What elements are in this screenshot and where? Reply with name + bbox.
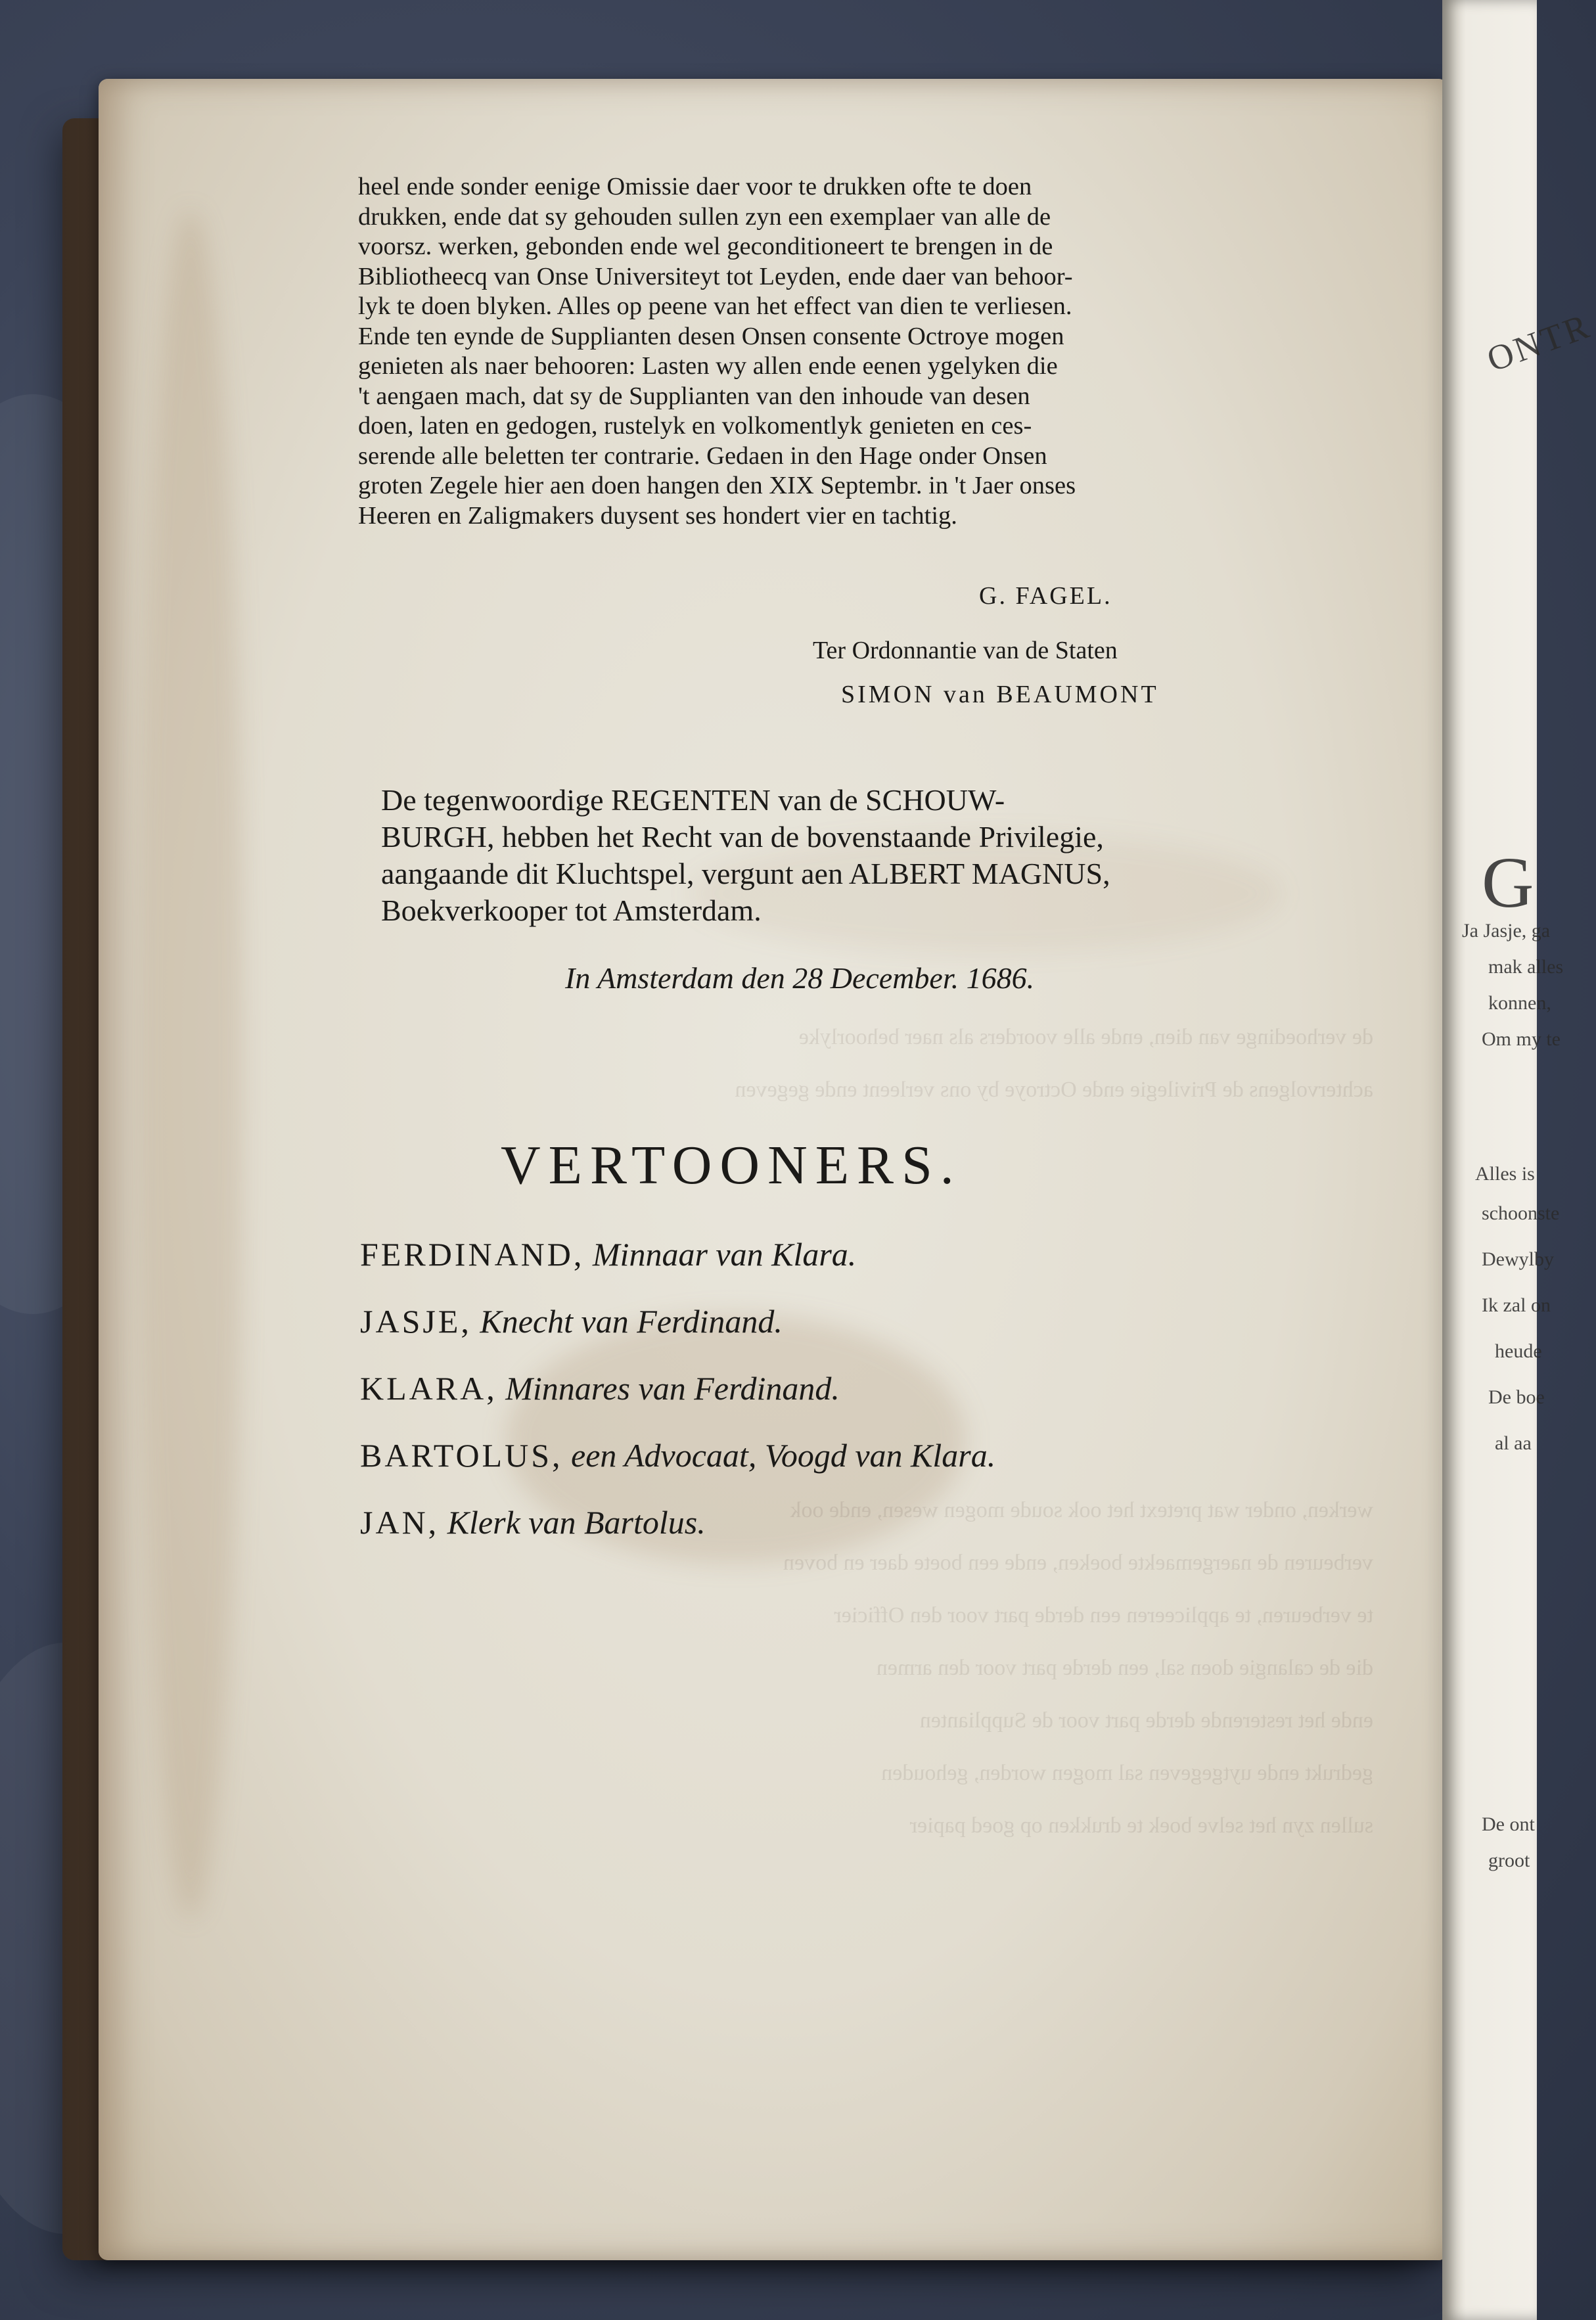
show-through-text: sullen zyn het selve boek te drukken op goed papier [909, 1813, 1373, 1838]
facing-text: konnen, [1488, 992, 1551, 1014]
facing-text: Om my te [1482, 1028, 1561, 1050]
text-line: 't aengaen mach, dat sy de Supplianten van den inhoude van desen [358, 382, 1030, 410]
cast-title: VERTOONERS. [501, 1135, 962, 1196]
show-through-text: verbeuren de naergemaekte boeken, ende een boete daer en boven [783, 1551, 1373, 1575]
signature-beaumont: SIMON van BEAUMONT [841, 681, 1159, 708]
privilege-text [358, 172, 1344, 531]
text-line: drukken, ende dat sy gehouden sullen zyn een exemplaer van alle de [358, 202, 1051, 231]
facing-text: Dewylby [1482, 1248, 1554, 1270]
text-line: lyk te doen blyken. Alles op peene van het effect van dien te verliesen. [358, 292, 1072, 320]
cast-role: Minnares van Ferdinand. [505, 1370, 840, 1407]
show-through-text: de verhoedinge van dien, ende alle voorders als naer behoorlyke [798, 1025, 1373, 1049]
cast-role: Klerk van Bartolus. [447, 1504, 706, 1541]
show-through-text: achtervolgens de Privilegie ende Octroye by ons verleent ende gegeven [735, 1078, 1373, 1102]
cast-name: JAN, [360, 1504, 440, 1541]
facing-text: Ik zal on [1482, 1294, 1551, 1316]
cast-role: Minnaar van Klara. [592, 1236, 857, 1273]
cast-role: een Advocaat, Voogd van Klara. [571, 1437, 996, 1474]
show-through-text: die de calangie doen sal, een derde part voor den armen [876, 1656, 1373, 1680]
facing-text: Alles is [1475, 1163, 1535, 1185]
facing-text: De boe [1488, 1386, 1545, 1408]
text-line: aangaande dit Kluchtspel, vergunt aen ALBERT MAGNUS, [381, 857, 1110, 890]
text-line: groten Zegele hier aen doen hangen den XIX Septembr. in 't Jaer onses [358, 472, 1076, 499]
text-line: voorsz. werken, gebonden ende wel geconditioneert te brengen in de [358, 233, 1053, 260]
text-line: Boekverkooper tot Amsterdam. [381, 894, 762, 927]
cast-entry [360, 1235, 856, 1273]
ordonnantie-line: Ter Ordonnantie van de Staten [813, 637, 1118, 664]
show-through-text: gedrukt ende uytgegeven sal mogen worden, gehouden [881, 1761, 1373, 1785]
facing-text: mak alles [1488, 956, 1564, 978]
cast-name: FERDINAND, [360, 1236, 585, 1273]
text-line: serende alle beletten ter contrarie. Gedaen in den Hage onder Onsen [358, 442, 1047, 470]
cast-name: KLARA, [360, 1370, 497, 1407]
facing-page [1442, 0, 1596, 2320]
facing-heading: ONTR [1482, 306, 1596, 380]
text-line: doen, laten en gedogen, rustelyk en volkomentlyk genieten en ces- [358, 412, 1032, 440]
text-line: heel ende sonder eenige Omissie daer voor te drukken ofte te doen [358, 173, 1032, 200]
text-line: genieten als naer behooren: Lasten wy allen ende eenen ygelyken die [358, 352, 1058, 380]
facing-text: heude [1495, 1340, 1542, 1362]
cast-entry [360, 1503, 706, 1541]
text-line: BURGH, hebben het Recht van de bovenstaande Privilegie, [381, 820, 1104, 853]
signature-fagel: G. FAGEL. [979, 582, 1112, 610]
facing-text: De ont [1482, 1813, 1535, 1835]
regents-paragraph [381, 782, 1380, 929]
facing-text: groot [1488, 1850, 1530, 1871]
text-line: Heeren en Zaligmakers duysent ses hondert vier en tachtig. [358, 501, 957, 530]
show-through-text: werken, onder wat pretext het ook soude mogen wesen, ende ook [790, 1498, 1373, 1522]
facing-text: Ja Jasje, ga [1462, 920, 1551, 942]
page-stain [138, 210, 243, 1919]
cast-name: JASJE, [360, 1303, 472, 1340]
text-line: Bibliotheecq van Onse Universiteyt tot Leyden, ende daer van behoor- [358, 262, 1073, 290]
facing-initial: G [1482, 842, 1534, 922]
cast-role: Knecht van Ferdinand. [480, 1303, 783, 1340]
show-through-text: te verbeuren, te appliceeren een derde part voor den Officier [834, 1603, 1373, 1627]
cast-name: BARTOLUS, [360, 1437, 563, 1474]
facing-text: al aa [1495, 1432, 1532, 1454]
cast-entry [360, 1369, 840, 1407]
cast-entry [360, 1436, 995, 1474]
cast-entry [360, 1302, 783, 1340]
show-through-text: ende het resterende derde part voor de Supplianten [919, 1708, 1373, 1733]
text-line: Ende ten eynde de Supplianten desen Onsen consente Octroye mogen [358, 322, 1064, 350]
facing-text: schoonste [1482, 1202, 1560, 1224]
text-line: De tegenwoordige REGENTEN van de SCHOUW- [381, 783, 1005, 817]
date-line: In Amsterdam den 28 December. 1686. [565, 961, 1035, 995]
